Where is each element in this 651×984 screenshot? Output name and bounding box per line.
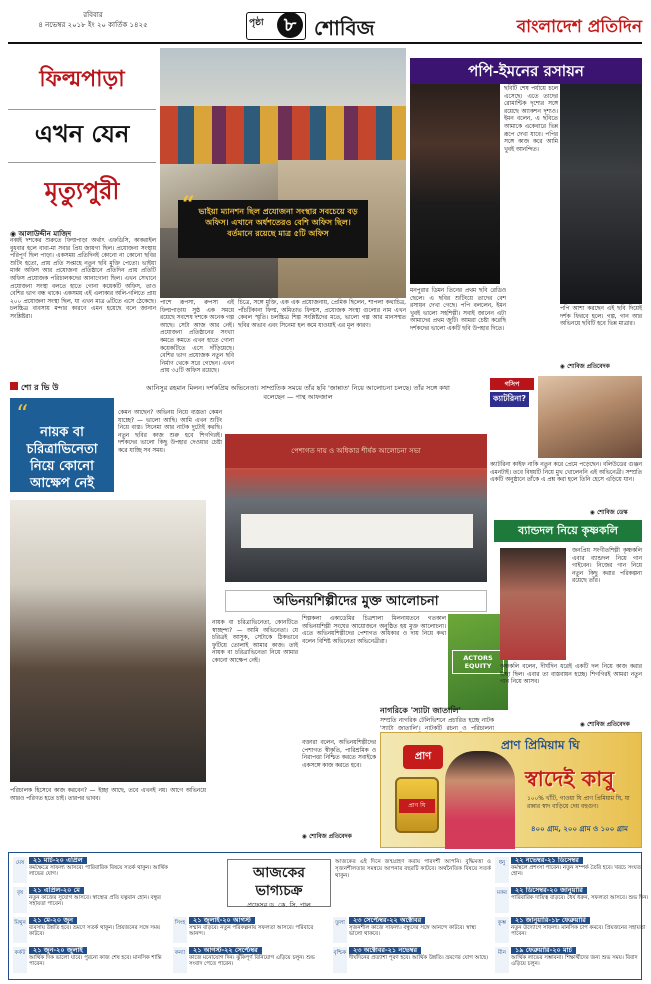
interview-headline-box: [10, 398, 114, 492]
interview-column-2: নায়ক বা চরিত্রাভিনেতা, কোনটিতে স্বাচ্ছন্দ্য? — আমি অভিনেতা। যে চরিত্রই আসুক, সেটাকে ঠিকভাবে ফুটিয়ে তোলাই আমার কাজ। তাই নায়ক বা চরিত্রাভিনেতা নিয়ে আমার কোনো আক্ষেপ নেই।: [212, 620, 298, 664]
seminar-banner: পেশাগত দায় ও অধিকার শীর্ষক আলোচনা সভা: [225, 434, 487, 468]
feature-column-3: চিত্রে, সঙ্গে মুক্তি, এক এক প্রযোজনায়, প্রেমিক ছিলেন, শাপলা কথাচিত্র, পাঁচটিকানা ফিল্ম, অমিতাভ ফিল্মস, প্রযোজক সংস্থা গুলোর নাম এখন কেবল স্মৃতি। চলচ্চিত্র শিল্প সংশ্লিষ্টদের মতে, ভালো গল্প আর মানসম্মত ছবির অভাব এবং সিনেমা হল কমে যাওয়াই এর মূল কারণ।: [238, 300, 406, 329]
ghee-jar-label: প্রাণ ঘি: [399, 799, 435, 813]
feature-headline: [8, 52, 156, 220]
gossip-headline: [490, 392, 534, 406]
horoscope-sign: কুম্ভ ২১ জানুয়ারি-১৮ ফেব্রুয়ারি নতুন উদ্যোগে সাফল্য। মানসিক চাপ কমবে। প্রিয়জনের সহায়তা পাবেন।: [495, 917, 651, 945]
movie-billboards: [160, 106, 406, 164]
krishnokoli-photo: [500, 548, 566, 660]
page-number-box: [246, 12, 306, 40]
milon-guitar-photo: [10, 500, 206, 782]
feature-column-2: পাশে রূপসা, রুপসা এই ফিল্মপাড়ায় সুষ্ঠ এক সময়ে রয়েছে সবশেষ দশকে অনেক গল্প আছে। সেটা আজ আর নেই। প্রযোজনা প্রতিষ্ঠানের সংখ্যা কমতে কমতে এখন হাতে গোনা কয়েকটিতে এসে দাঁড়িয়েছে। বেশির ভাগ প্রযোজক নতুন ছবি নির্মাণ থেকে সরে গেছেন। এখন প্রায় ৩৫টি অফিস রয়েছে।: [160, 300, 234, 375]
issue-day: রবিবার: [83, 11, 103, 19]
popy-column-2: ছবিটি শেষ পর্যায়ে চলে এসেছে। এতে তাদের রোমান্টিক দৃশ্যের সঙ্গে রয়েছে অ্যাকশন দৃশ্যও। ইমন বলেন, এ ছবিতে আমাকে একেবারে ভিন্ন রূপে দেখা যাবে। পপির সঙ্গে কাজ করে আমি খুবই আনন্দিত।: [504, 86, 558, 153]
horoscope-sign: মকর ২২ ডিসেম্বর-২০ জানুয়ারি পারিবারিক দায়িত্ব বাড়বে। ধৈর্য ধরুন, সফলতা আসবে। শুভ দিন।: [495, 887, 651, 915]
popy-emon-headline: পপি-ইমনের রসায়ন: [410, 58, 642, 84]
band-column-1: জনপ্রিয় সংগীতশিল্পী কৃষ্ণকলি এবার ব্যান্ডদল নিয়ে গান গাইবেন। নিজের গান নিয়ে নতুন কিছু করার পরিকল্পনা রয়েছে তাঁর।: [572, 548, 642, 585]
ad-pack-sizes: ৪০০ গ্রাম, ২০০ গ্রাম ও ১০০ গ্রাম: [531, 825, 628, 833]
band-headline: ব্যান্ডদল নিয়ে কৃষ্ণকলি: [494, 520, 642, 542]
gossip-headline-text: ক্যাটরিনা?: [490, 392, 529, 407]
natok-headline: নাগরিকে 'স্যাটা জাতালি': [380, 706, 461, 715]
horoscope-sign: ধনু ২২ নভেম্বর-২১ ডিসেম্বর কর্মস্থলে প্রশংসা পাবেন। নতুন সম্পর্ক তৈরি হবে। খরচে সংযত হোন।: [495, 857, 651, 885]
issue-date-text: ৪ নভেম্বর ২০১৮ ইং ২০ কার্তিক ১৪২৫: [38, 21, 148, 29]
cinema-street-photo: [160, 48, 406, 298]
ad-slogan: স্বাদেই কাবু: [525, 766, 615, 791]
issue-date: [8, 10, 178, 30]
ghee-jar: [395, 777, 439, 833]
interview-intro: আনিসুর রহমান মিলন। দর্শকপ্রিয় অভিনেতা। সাম্প্রতিক সময়ে তাঁর ছবি 'জান্নাত' নিয়ে আলোচনা চলছে। তাঁর সঙ্গে কথা বলেছেন — পান্থ আফজাল: [146, 384, 450, 401]
horoscope-intro: আজকের এই দিনে জন্মগ্রহণ করায় পারদর্শী আপনি। বুদ্ধিমত্তা ও সৃজনশীলতার সমন্বয়ে আপনার বছরটি কাটবে। অর্থনৈতিক বিষয়ে সতর্ক থাকুন।: [335, 859, 491, 880]
actors-equity-photo: [448, 614, 508, 710]
seminar-signature: ◉ শোবিজ প্রতিবেদক: [302, 834, 352, 840]
horoscope-title-box: [227, 859, 331, 907]
natok-column: সম্প্রতি নাগরিক টেলিভিশনে প্রচারিত হচ্ছে নাটক 'স্যাটা জাতালি'। নাটকটি রচনা ও পরিচালনা: [380, 718, 494, 732]
horoscope-sign: মীন ১৯ ফেব্রুয়ারি-২০ মার্চ আর্থিক লাভের সম্ভাবনা। শিক্ষার্থীদের জন্য শুভ সময়। বিবাদ এড়িয়ে চলুন।: [495, 947, 651, 975]
feature-headline-line2: এখন যেন: [8, 109, 156, 163]
popy-signature: ◉ শোবিজ প্রতিবেদক: [560, 364, 610, 370]
interview-headline: নায়ক বা চরিত্রাভিনেতা নিয়ে কোনো আক্ষেপ নেই: [26, 425, 98, 491]
feature-headline-line1: ফিল্মপাড়া: [39, 66, 125, 92]
pull-quote-text: ভাইয়া ম্যানশন ছিল প্রযোজনা সংস্থার সবচেয়ে বড় অফিস। এখানে অর্ধশতেরও বেশি অফিস ছিল। বর্তমানে রয়েছে মাত্র ৫টি অফিস: [198, 207, 358, 238]
popy-column-3: পপি আশা করছেন এই ছবি দিয়েই দর্শক ফিরবে হলে। গল্প, গান আর অভিনয়ে ছবিটি হবে ভিন্ন মাত্রার।: [560, 306, 642, 328]
page-number: ৮: [277, 12, 303, 38]
masthead: [8, 6, 642, 44]
seminar-column-1: শিল্পকলা একাডেমির চিত্রশালা মিলনায়তনে গতকাল অভিনয়শিল্পী সংঘের আয়োজনে অনুষ্ঠিত হয় মুক্ত আলোচনা। এতে অভিনয়শিল্পীদের পেশাগত অধিকার ও দায় নিয়ে কথা বলেন বিশিষ্ট অভিনেতা অভিনেত্রীরা।: [302, 616, 446, 645]
actors-equity-badge: ACTORS EQUITY: [452, 650, 504, 674]
interview-column-3: পরিচালক হিসেবে কাজ করবেন? — ইচ্ছা আছে, তবে এখনই নয়। আগে অভিনয়ে আরও পরিণত হতে চাই। তারপর ভাবব।: [10, 788, 206, 802]
horoscope-sign: সিংহ ২১ জুলাই-২০ আগস্ট সম্মান বাড়বে। নতুন পরিকল্পনায় সফলতা আসবে। পরিবারে আনন্দ।: [173, 917, 329, 945]
horoscope-author: প্রফেসর ড. কে. সি. পাল: [247, 901, 311, 909]
quote-icon: “: [16, 400, 29, 428]
feature-column-1: নব্বই দশকের শুরুতে ফিল্মপাড়া অর্থাৎ এফডিসি, কাকরাইল বুধবার হলে বাবা-মা সবার প্রিয় জায়গা ছিল। প্রযোজনা সংস্থায় পরিপূর্ণ ছিল পাড়া। একসময় প্রতিদিনই কোনো না কোনো ছবির শুটিং হতো, প্রায় প্রতি সপ্তাহে নতুন ছবি মুক্তি পেতো। ভাইয়া মার্কা অফিস আর প্রযোজনা প্রতিষ্ঠানে প্রতিদিন প্রায় প্রতিটি অফিস প্রযোজক পরিচালকদের আনাগোনা ছিল। এখন সেখানে প্রযোজনা সংস্থা বলতে হাতে গোনা কয়েকটি অফিস, তাও বেশির ভাগ বন্ধ থাকে। একসময় এই এলাকার অলি-গলিতে প্রায় ২০০ প্রযোজনা সংস্থা ছিল, যা এখন মাত্র ৬টিতে এসে ঠেকেছে। চলচ্চিত্র ব্যবসায় মন্দার কারণে এমন হয়েছে বলে জানান সংশ্লিষ্টরা।: [10, 238, 156, 320]
emon-photo: [560, 84, 642, 304]
horoscope-sign: মিথুন ২১ মে-২০ জুন ব্যবসায় উন্নতি হবে। ভ্রমণে সতর্ক থাকুন। প্রিয়জনের সঙ্গে সময় কাটবে।: [13, 917, 169, 945]
horoscope-sign: মেষ ২১ মার্চ-২০ এপ্রিল কর্মক্ষেত্রে সাফল্য আসবে। পারিবারিক বিষয়ে সতর্ক থাকুন। আর্থিক লাভের যোগ।: [13, 857, 169, 885]
seminar-column-2: বক্তারা বলেন, অভিনয়শিল্পীদের পেশাগত স্বীকৃতি, পারিশ্রমিক ও নিরাপত্তা নিশ্চিত করতে সবাইকে একসঙ্গে কাজ করতে হবে।: [302, 740, 376, 769]
gossip-tag: গসিপ: [490, 378, 534, 390]
gossip-column: ক্যাটরিনা কাইফ নাকি নতুন করে প্রেমে পড়েছেন। বলিউডের গুঞ্জন এমনটাই। তবে বিষয়টি নিয়ে মুখ খোলেননি এই অভিনেত্রী। সম্প্রতি একটি অনুষ্ঠানে তাঁকে এ প্রশ্ন করা হলে তিনি হেসে এড়িয়ে যান।: [490, 462, 642, 484]
interview-tag: [10, 382, 114, 396]
horoscope-sign: তুলা ২৩ সেপ্টেম্বর-২২ অক্টোবর সৃজনশীল কাজে সাফল্য। বন্ধুদের সঙ্গে আনন্দে কাটবে। স্বাস্থ্য ভালো থাকবে।: [333, 917, 489, 945]
horoscope-sign: কর্কট ২১ জুন-২০ জুলাই আর্থিক দিক ভালো যাবে। পুরনো কাজ শেষ হবে। মানসিক শান্তি পাবেন।: [13, 947, 169, 975]
feature-byline: ◉ আলাউদ্দীন মাজিদ: [10, 230, 72, 238]
newspaper-brand: বাংলাদেশ প্রতিদিন: [516, 17, 642, 37]
band-column-2: কৃষ্ণকলি বলেন, দীর্ঘদিন ধরেই একটি দল নিয়ে কাজ করার ইচ্ছা ছিল। এবার তা বাস্তবায়ন হচ্ছে। শিগগিরই আমরা নতুন গান নিয়ে আসব।: [500, 664, 642, 686]
popy-column-1: মনপুরার ডিমন তিনের প্রথম ছবি রেডিও ছেলে। এ ছবির শুটিংয়ে তাদের বেশ রসায়ন দেখা গেছে। পপি বললেন, ইমন খুবই ভালো সহশিল্পী। সবাই জানেন এটা আমাদের প্রথম জুটি। আমরা চেষ্টা করেছি দর্শকদের ভালো একটি ছবি উপহার দিতে।: [410, 288, 506, 332]
interview-column-1: কেমন আছেন? অভিনয় নিয়ে ব্যস্ততা কেমন যাচ্ছে? — ভালো আছি। আমি এখন শুটিং নিয়ে ব্যস্ত। সিনেমা আর নাটক দুটোই করছি। নতুন ছবির কাজ শুরু হবে শিগগিরই। দর্শকদের ভালো কিছু উপহার দেওয়ার চেষ্টা করে যাচ্ছি সব সময়।: [118, 410, 222, 454]
horoscope-title: আজকের ভাগ্যচক্র: [253, 865, 305, 899]
pran-ghee-advert: [380, 732, 642, 848]
section-title: শোবিজ: [314, 16, 375, 40]
ad-model: [445, 751, 515, 849]
band-signature: ◉ শোবিজ প্রতিবেদক: [580, 722, 630, 728]
page-word: পৃষ্ঠা: [249, 18, 264, 28]
gossip-signature: ◉ শোবিজ ডেস্ক: [590, 510, 628, 516]
seminar-table: [241, 514, 473, 548]
feature-headline-line3: মৃত্যুপুরী: [44, 176, 120, 205]
ad-title: প্রাণ প্রিমিয়াম ঘি: [501, 738, 580, 752]
horoscope-sign: বৃশ্চিক ২৩ অক্টোবর-২১ নভেম্বর দীর্ঘদিনের প্রত্যাশা পূরণ হবে। আর্থিক উন্নতি। ভ্রমণের যোগ আছে।: [333, 947, 489, 975]
seminar-headline: অভিনয়শিল্পীদের মুক্ত আলোচনা: [225, 590, 487, 612]
quote-mark-icon: “: [182, 192, 195, 218]
horoscope-sign: কন্যা ২১ আগস্ট-২২ সেপ্টেম্বর কাজে মনোযোগ দিন। ঝুঁকিপূর্ণ বিনিয়োগ এড়িয়ে চলুন। শুভ সংবাদ পেতে পারেন।: [173, 947, 329, 975]
popy-photo: [410, 84, 500, 284]
pull-quote: [178, 192, 368, 258]
horoscope-section: [8, 852, 649, 980]
ad-copy: ১০০% খাঁটি, গাওয়া ঘি প্রাণ প্রিমিয়াম ঘি, যা রান্নার স্বাদ বাড়িয়ে দেয় বহুগুণ।: [527, 796, 630, 810]
pran-logo: প্রাণ: [403, 745, 443, 769]
katrina-photo: [538, 376, 642, 458]
horoscope-sign: বৃষ ২১ এপ্রিল-২০ মে নতুন কাজের সুযোগ আসবে। স্বাস্থ্যের প্রতি যত্নবান হোন। বন্ধুর সহায়তা পাবেন।: [13, 887, 169, 915]
seminar-photo: [225, 434, 487, 582]
interview-tag-text: শো র ভি উ: [21, 383, 59, 392]
